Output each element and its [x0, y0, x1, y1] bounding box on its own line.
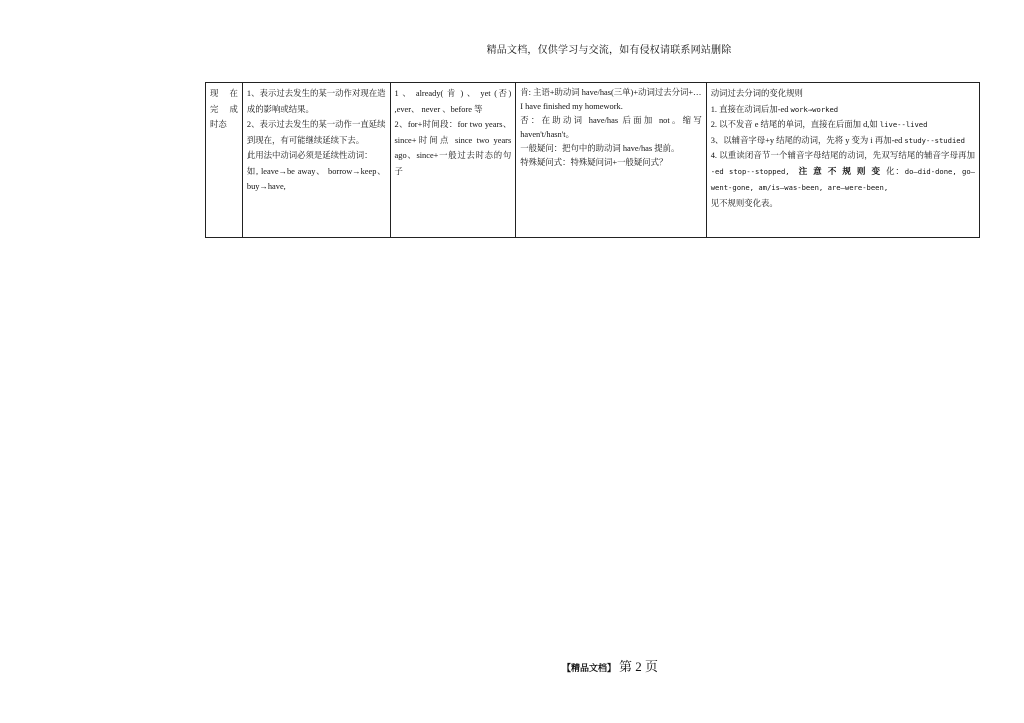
rule-4-text: 4. 以重读闭音节一个辅音字母结尾的动词，先双写结尾的辅音字母再加: [710, 151, 976, 160]
rule-3-example: study--studied: [904, 135, 965, 145]
tense-name-cell: [206, 83, 243, 237]
see-irregular-table: 见不规则变化表。: [710, 198, 778, 208]
rule-1: [711, 102, 975, 118]
usage-item-1: 1、表示过去发生的某一动作对现在造成的影响或结果。: [246, 89, 386, 114]
grammar-table-row: [205, 82, 980, 238]
rule-2-example: live--lived: [879, 120, 928, 129]
sentence-structure-cell: [516, 83, 707, 237]
page-footer: [562, 656, 658, 676]
rule-1-example: work→worked: [790, 104, 839, 114]
tense-line-1: 现 在: [210, 89, 238, 98]
time-markers-cell: [391, 83, 517, 237]
irregular-note-bold: 注意不规则变: [789, 166, 887, 177]
usage-item-2: 2、表示过去发生的某一动作一直延续到现在，有可能继续延续下去。: [246, 120, 386, 145]
tense-line-3: 时态: [210, 120, 227, 129]
rule-3: [711, 133, 975, 149]
rule-4: [711, 148, 975, 196]
rule-1-text: 1. 直接在动词后加-ed: [710, 104, 791, 114]
document-header-notice: 精品文档，仅供学习与交流，如有侵权请联系网站删除: [486, 45, 732, 56]
rule-3-text: 3、以辅音字母+y 结尾的动词，先将 y 变为 i 再加-ed: [710, 135, 905, 145]
negative-form: 否：在助动词 have/has 后面加 not。缩写 haven't/hasn't。: [520, 116, 702, 139]
page-number: 第 2 页: [619, 659, 659, 674]
special-question-form: 特殊疑问式：特殊疑问词+一般疑问式？: [520, 158, 668, 167]
rule-2-text: 2. 以不发音 e 结尾的单词，直接在后面加 d,如: [710, 120, 880, 129]
footer-label: 【精品文档】: [562, 664, 617, 674]
markers-item-2: 2、for+时间段：for two years、since+时间点 since two years ago、since+一般过去时态的句子: [394, 120, 512, 176]
participle-rules-cell: [707, 83, 979, 237]
affirmative-form: 肯: 主语+助动词 have/has(三单)+动词过去分词+…: [520, 88, 702, 97]
irregular-verbs-list: do—did-done, go—went-gone, am/is—was-been, are—were-been,: [710, 166, 976, 192]
tense-line-2: 完 成: [210, 104, 238, 114]
irregular-note-rest: 化：: [886, 166, 905, 176]
rule-2: [711, 117, 975, 133]
general-question-form: 一般疑问：把句中的助动词 have/has 提前。: [520, 144, 680, 153]
usage-item-4: 如, leave→be away、 borrow→keep、buy→have,: [246, 166, 386, 191]
example-sentence: I have finished my homework.: [520, 102, 623, 111]
rule-4-example: -ed stop--stopped,: [710, 166, 790, 176]
usage-item-3: 此用法中动词必须是延续性动词：: [246, 151, 373, 160]
rules-title: 动词过去分词的变化规则: [710, 89, 803, 98]
markers-item-1: 1 、 already( 肯 ) 、 yet (否) ,ever、 never 、before 等: [394, 89, 512, 114]
usage-cell: [243, 83, 391, 237]
